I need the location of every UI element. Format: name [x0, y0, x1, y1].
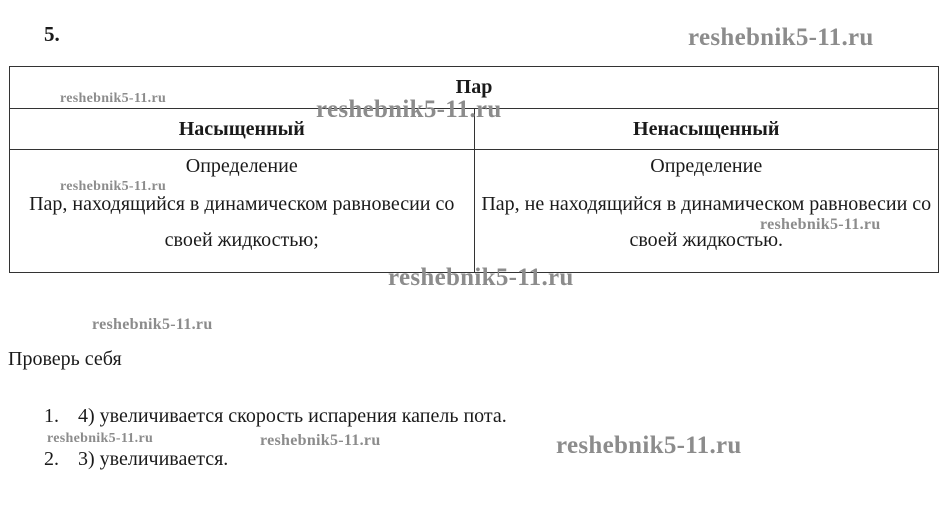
answer-number: 1. — [44, 405, 59, 427]
answer-text: 3) увеличивается. — [78, 448, 229, 470]
column-header-saturated: Насыщенный — [10, 109, 475, 150]
column-header-unsaturated: Ненасыщенный — [474, 109, 939, 150]
watermark: reshebnik5-11.ru — [92, 316, 213, 333]
watermark: reshebnik5-11.ru — [556, 432, 742, 459]
watermark: reshebnik5-11.ru — [260, 432, 381, 449]
definition-label: Определение — [650, 155, 763, 177]
definition-label: Определение — [185, 155, 298, 177]
watermark: reshebnik5-11.ru — [316, 96, 502, 123]
watermark: reshebnik5-11.ru — [688, 24, 874, 51]
unsaturated-cell — [474, 150, 939, 273]
answer-number: 2. — [44, 448, 59, 470]
watermark: reshebnik5-11.ru — [760, 216, 881, 233]
table-main-header: Пар — [10, 67, 939, 109]
answer-item — [44, 404, 507, 428]
watermark: reshebnik5-11.ru — [388, 264, 574, 291]
answer-item — [44, 447, 507, 471]
watermark: reshebnik5-11.ru — [47, 431, 154, 446]
table-definition-row — [10, 150, 939, 273]
watermark: reshebnik5-11.ru — [60, 179, 167, 194]
check-yourself-title: Проверь себя — [8, 348, 122, 370]
definition-text: Пар, не находящийся в динамическом равновесии со своей жидкостью. — [481, 193, 932, 251]
definition-text: Пар, находящийся в динамическом равновесии со своей жидкостью; — [29, 193, 455, 251]
answer-text: 4) увеличивается скорость испарения капель пота. — [78, 405, 507, 427]
saturated-cell — [10, 150, 475, 273]
task-number: 5. — [44, 22, 60, 46]
watermark: reshebnik5-11.ru — [60, 91, 167, 106]
